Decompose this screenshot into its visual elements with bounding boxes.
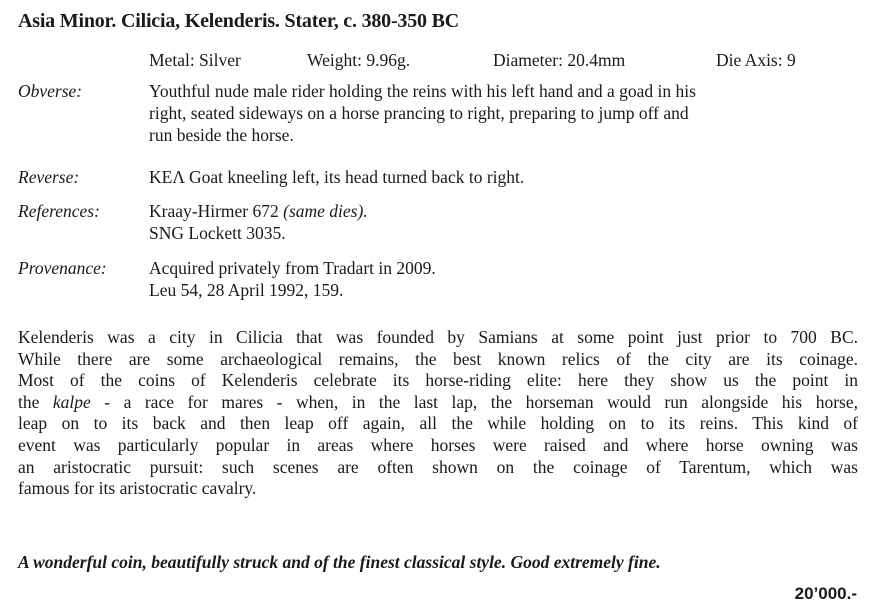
price-estimate: 20’000.- <box>794 584 857 603</box>
provenance-item: Leu 54, 28 April 1992, 159. <box>149 280 344 300</box>
description-paragraph <box>18 327 858 500</box>
provenance-list <box>149 257 863 301</box>
obverse-label: Obverse: <box>18 81 83 101</box>
obverse-line: right, seated sideways on a horse prancing to right, preparing to jump off and <box>149 103 689 123</box>
reference-item: Kraay-Hirmer 672 (same dies). <box>149 201 368 221</box>
reverse-label: Reverse: <box>18 167 80 187</box>
reference-item: SNG Lockett 3035. <box>149 223 286 243</box>
provenance-item: Acquired privately from Tradart in 2009. <box>149 258 436 278</box>
description-line: the kalpe - a race for mares - when, in the last lap, the horseman would run alongside his horse, <box>18 391 858 412</box>
description-line: Most of the coins of Kelenderis celebrate its horse-riding elite: here they show us the point in <box>18 370 858 391</box>
obverse-line: Youthful nude male rider holding the reins with his left hand and a goad in his <box>149 81 696 101</box>
description-line: Kelenderis was a city in Cilicia that was founded by Samians at some point just prior to 700 BC. <box>18 327 858 347</box>
references-list <box>149 200 863 244</box>
obverse-description <box>149 80 863 146</box>
condition-summary: A wonderful coin, beautifully struck and of the finest classical style. Good extremely fine. <box>18 552 661 572</box>
provenance-row <box>18 257 863 301</box>
reverse-row <box>18 166 863 188</box>
weight-spec: Weight: 9.96g. <box>307 50 411 70</box>
description-line: leap on to its back and then leap off again, all the while holding on to its reins. This kind of <box>18 413 858 434</box>
reverse-description: ΚΕΛ Goat kneeling left, its head turned back to right. <box>149 167 525 187</box>
description-line: While there are some archaeological remains, the best known relics of the city are its coinage. <box>18 348 858 369</box>
description-line: famous for its aristocratic cavalry. <box>18 478 257 499</box>
obverse-row <box>18 80 863 146</box>
lot-title: Asia Minor. Cilicia, Kelenderis. Stater, c. 380-350 BC <box>18 10 460 32</box>
references-label: References: <box>18 201 100 221</box>
description-line: event was particularly popular in areas where horses were raised and where horse owning was <box>18 434 858 455</box>
description-line: an aristocratic pursuit: such scenes are often shown on the coinage of Tarentum, which was <box>18 456 858 477</box>
provenance-label: Provenance: <box>18 258 107 278</box>
obverse-line: run beside the horse. <box>149 125 294 145</box>
references-row <box>18 200 863 244</box>
die-axis-spec: Die Axis: 9 <box>716 50 796 70</box>
diameter-spec: Diameter: 20.4mm <box>493 50 626 70</box>
metal-spec: Metal: Silver <box>149 50 241 70</box>
